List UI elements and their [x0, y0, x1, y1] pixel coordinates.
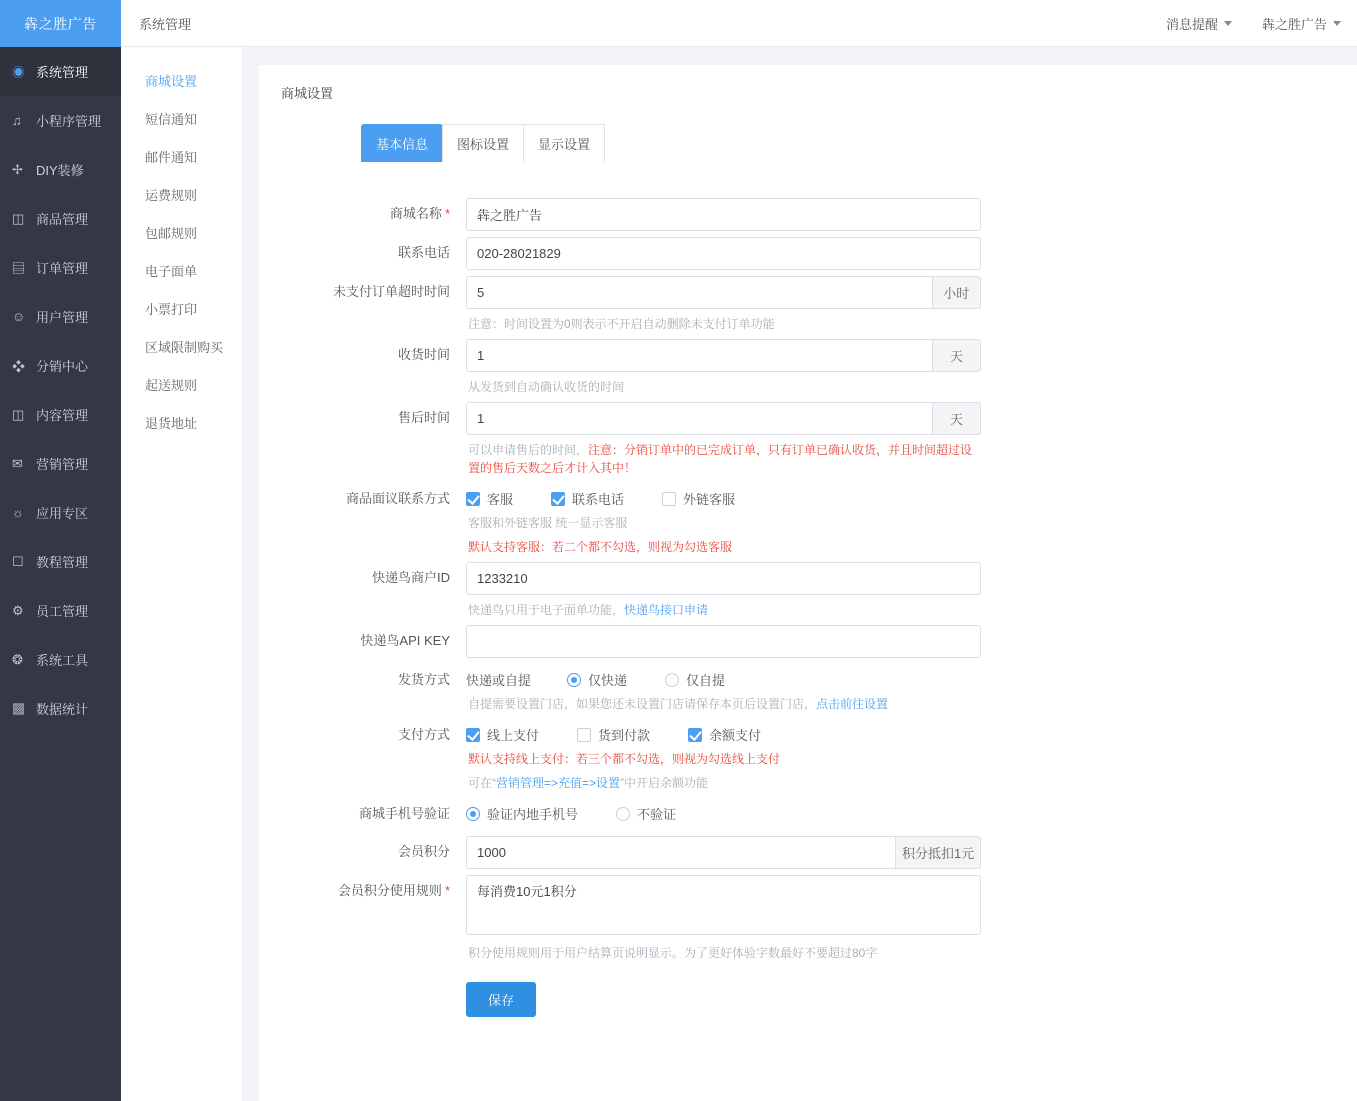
sidebar-item-staff-management[interactable]: [0, 586, 121, 635]
save-button[interactable]: 保存: [466, 982, 536, 1017]
mall-settings-form: [281, 198, 1335, 1017]
points-rule-textarea[interactable]: [466, 875, 981, 935]
account-menu[interactable]: [1262, 14, 1341, 33]
body-row: [121, 47, 1357, 1101]
book-icon: ☐: [12, 553, 24, 569]
sidebar-item-marketing-management[interactable]: [0, 439, 121, 488]
field-label: 联系电话: [397, 245, 450, 260]
content-icon: ◫: [12, 406, 25, 422]
submenu-item-sms-notice[interactable]: 短信通知: [145, 111, 198, 127]
checkbox-label: 线上支付: [487, 728, 540, 743]
message-notice-menu[interactable]: [1166, 14, 1232, 33]
checkbox-label: 货到付款: [598, 728, 651, 743]
sidebar-item-app-zone[interactable]: [0, 488, 121, 537]
settings-panel: [259, 65, 1357, 1101]
sidebar-item-label: 数据统计: [36, 702, 89, 717]
megaphone-icon: ✉: [12, 455, 23, 471]
chevron-down-icon: [1224, 21, 1232, 26]
field-control: [466, 664, 981, 713]
checkbox-icon: [662, 492, 676, 506]
payment-hint-suffix: ”中开启余额功能: [620, 776, 709, 790]
field-member-points: [281, 836, 1335, 869]
aftersale-time-unit: 天: [933, 402, 981, 435]
field-label-text: 商城名称: [389, 206, 442, 221]
chevron-down-icon: [1333, 21, 1341, 26]
radio-icon: [665, 673, 679, 687]
aftersale-hint-normal: 可以申请售后的时间，: [468, 443, 589, 457]
input-group: [466, 276, 981, 309]
logo-text: 犇之胜广告: [24, 15, 97, 32]
radio-icon: [567, 673, 581, 687]
payment-checkbox-group: [466, 719, 981, 744]
payment-hint-warn: 默认支持线上支付：若三个都不勾选，则视为勾选线上支付: [468, 752, 781, 766]
field-label: 发货方式: [397, 672, 450, 687]
submenu-item-receipt-print[interactable]: 小票打印: [145, 301, 198, 317]
sidebar-item-label: 应用专区: [36, 506, 89, 521]
checkbox-icon: [577, 728, 591, 742]
radio-label: 验证内地手机号: [487, 807, 579, 822]
checkbox-cash-on-delivery[interactable]: [577, 725, 650, 744]
field-label: 支付方式: [397, 727, 450, 742]
message-notice-label: 消息提醒: [1165, 16, 1218, 32]
field-control: [466, 798, 981, 830]
field-label-spacer: [281, 968, 466, 1017]
checkbox-icon: [466, 728, 480, 742]
sidebar-item-goods-management[interactable]: [0, 194, 121, 243]
radio-icon: [466, 807, 480, 821]
radio-no-verify[interactable]: [616, 804, 676, 823]
payment-hint-balance: [468, 774, 981, 792]
topbar: [121, 0, 1357, 47]
logo[interactable]: [0, 0, 121, 47]
radio-verify-mainland-phone[interactable]: [466, 804, 578, 823]
sidebar-item-label: DIY装修: [36, 163, 84, 178]
chart-icon: ▩: [12, 702, 26, 717]
field-aftersale-time: [281, 402, 1335, 477]
submenu-item-e-waybill[interactable]: 电子面单: [145, 263, 198, 279]
field-payment-method: [281, 719, 1335, 792]
input-group: [466, 339, 981, 372]
checkbox-icon: [466, 492, 480, 506]
field-contact-ways: [281, 483, 1335, 556]
sidebar-item-label: 员工管理: [36, 604, 89, 619]
tab-bar: [361, 124, 1335, 162]
field-control: [466, 968, 981, 1017]
sidebar-item-label: 订单管理: [36, 261, 89, 276]
tab-display-settings[interactable]: 显示设置: [523, 124, 605, 162]
submenu-item-return-address[interactable]: 退货地址: [145, 415, 198, 431]
page-title: 商城设置: [281, 86, 334, 101]
right-region: [121, 0, 1357, 1101]
content-area: [242, 47, 1357, 1101]
field-control: [466, 836, 981, 869]
field-control: [466, 483, 981, 556]
field-contact-phone: [281, 237, 1335, 270]
field-label: 售后时间: [397, 410, 450, 425]
tools-icon: ❂: [12, 651, 23, 667]
aftersale-time-hint: [468, 441, 981, 477]
receive-time-unit: 天: [933, 339, 981, 372]
radio-express-only[interactable]: [567, 670, 627, 689]
field-label: 商城手机号验证: [358, 806, 450, 821]
checkbox-icon: [688, 728, 702, 742]
field-delivery-method: [281, 664, 1335, 713]
radio-label: 仅快递: [588, 673, 628, 688]
submenu-item-email-notice[interactable]: 邮件通知: [145, 149, 198, 165]
checkbox-balance-payment[interactable]: [688, 725, 761, 744]
kdniao-apply-link[interactable]: 快递鸟接口申请: [624, 603, 709, 617]
submenu-item-min-delivery-rule[interactable]: 起送规则: [145, 377, 198, 393]
delivery-setup-link[interactable]: 点击前往设置: [816, 697, 889, 711]
field-label: [281, 198, 466, 231]
field-label-text: 会员积分使用规则: [337, 883, 442, 898]
goods-icon: ◫: [12, 210, 25, 226]
checkbox-contact-phone[interactable]: [551, 489, 624, 508]
topbar-title: 系统管理: [139, 16, 192, 32]
sidebar-item-label: 小程序管理: [36, 114, 102, 129]
sidebar-item-diy-decoration[interactable]: [0, 145, 121, 194]
receive-time-hint: 从发货到自动确认收货的时间: [468, 380, 625, 394]
field-kdniao-key: [281, 625, 1335, 658]
field-control: [466, 625, 981, 658]
field-label: 收货时间: [397, 347, 450, 362]
sidebar-item-system-tools[interactable]: [0, 635, 121, 684]
submenu: [121, 47, 242, 1101]
delivery-hint: [468, 695, 981, 713]
field-control: [466, 402, 981, 477]
field-control: [466, 875, 981, 962]
apps-icon: ☼: [12, 505, 24, 520]
tab-basic-info[interactable]: 基本信息: [361, 124, 443, 162]
sidebar-item-order-management[interactable]: [0, 243, 121, 292]
sidebar-item-label: 营销管理: [36, 457, 89, 472]
unpaid-timeout-input[interactable]: [466, 276, 933, 309]
points-rule-hint: 积分使用规则用于用户结算页说明显示。为了更好体验字数最好不要超过80字: [468, 946, 878, 960]
radio-label: 不验证: [637, 807, 677, 822]
sidebar-item-label: 系统管理: [36, 65, 89, 80]
checkbox-label: 外链客服: [683, 492, 736, 507]
kdniao-id-hint: [468, 601, 981, 619]
sidebar-item-system-management[interactable]: [0, 47, 121, 96]
field-kdniao-id: [281, 562, 1335, 619]
checkbox-label: 余额支付: [709, 728, 762, 743]
member-points-unit: 积分抵扣1元: [896, 836, 981, 869]
field-control: [466, 719, 981, 792]
aftersale-hint-warn: 注意：分销订单中的已完成订单，只有订单已确认收货，并且时间超过设置的售后天数之后才计入其中！: [468, 443, 973, 475]
sidebar-item-applet-management[interactable]: [0, 96, 121, 145]
sidebar-item-user-management[interactable]: [0, 292, 121, 341]
field-label: 商品面议联系方式: [345, 491, 450, 506]
payment-recharge-link[interactable]: 营销管理=>充值=>设置: [496, 776, 621, 790]
sidebar-item-content-management[interactable]: [0, 390, 121, 439]
delivery-option-express-or-pickup[interactable]: 快递或自提: [466, 673, 532, 688]
required-mark: *: [444, 206, 450, 221]
radio-label: 仅自提: [686, 673, 726, 688]
sidebar-item-label: 分销中心: [36, 359, 89, 374]
field-control: [466, 237, 981, 270]
field-control: [466, 562, 981, 619]
sidebar-item-tutorial-management[interactable]: [0, 537, 121, 586]
mall-name-input[interactable]: [466, 198, 981, 231]
field-label: [281, 875, 466, 962]
sidebar-item-data-statistics[interactable]: [0, 684, 121, 733]
sidebar-item-label: 商品管理: [36, 212, 89, 227]
contact-ways-hint-warn: 默认支持客服：若二个都不勾选，则视为勾选客服: [468, 540, 733, 554]
unpaid-timeout-hint: 注意：时间设置为0则表示不开启自动删除未支付订单功能: [468, 317, 775, 331]
contact-ways-hint: 客服和外链客服 统一显示客服: [468, 516, 628, 530]
kdniao-key-input[interactable]: [466, 625, 981, 658]
input-group: [466, 836, 981, 869]
order-icon: ▤: [12, 261, 26, 276]
submenu-item-region-restriction[interactable]: 区域限制购买: [145, 339, 224, 355]
unpaid-timeout-unit: 小时: [933, 276, 981, 309]
submenu-item-mall-settings[interactable]: 商城设置: [145, 73, 198, 89]
receive-time-input[interactable]: [466, 339, 933, 372]
delivery-radio-group: [466, 664, 981, 689]
field-control: [466, 339, 981, 396]
sidebar-item-label: 用户管理: [36, 310, 89, 325]
account-label: 犇之胜广告: [1261, 16, 1327, 32]
contact-phone-input[interactable]: [466, 237, 981, 270]
target-icon: ◉: [12, 65, 26, 80]
checkbox-online-payment[interactable]: [466, 725, 539, 744]
radio-pickup-only[interactable]: [665, 670, 725, 689]
palette-icon: ✢: [12, 161, 23, 177]
kdniao-hint-text: 快递鸟只用于电子面单功能，: [468, 603, 625, 617]
phone-verify-radio-group: [466, 798, 981, 823]
field-actions: [281, 968, 1335, 1017]
aftersale-time-input[interactable]: [466, 402, 933, 435]
checkbox-icon: [551, 492, 565, 506]
checkbox-label: 联系电话: [572, 492, 625, 507]
kdniao-id-input[interactable]: [466, 562, 981, 595]
radio-icon: [616, 807, 630, 821]
field-label: 快递鸟商户ID: [371, 570, 450, 585]
share-icon: ❖: [12, 359, 26, 374]
field-phone-verify: [281, 798, 1335, 830]
checkbox-label: 客服: [487, 492, 514, 507]
checkbox-external-service[interactable]: [662, 489, 735, 508]
field-control: [466, 276, 981, 333]
user-icon: ☺: [12, 309, 26, 324]
sidebar-item-label: 教程管理: [36, 555, 89, 570]
contact-ways-checkbox-group: [466, 483, 981, 508]
sidebar-item-label: 系统工具: [36, 653, 89, 668]
payment-hint-prefix: 可在“: [468, 776, 496, 790]
submenu-item-shipping-rule[interactable]: 运费规则: [145, 187, 198, 203]
required-mark: *: [444, 883, 450, 898]
sidebar-item-distribution-center[interactable]: [0, 341, 121, 390]
field-label: 快递鸟API KEY: [360, 633, 450, 648]
field-mall-name: [281, 198, 1335, 231]
field-unpaid-timeout: [281, 276, 1335, 333]
field-points-rule: [281, 875, 1335, 962]
main-sidebar: [0, 0, 121, 1101]
input-group: [466, 402, 981, 435]
field-label: 未支付订单超时时间: [332, 284, 450, 299]
tab-icon-settings[interactable]: 图标设置: [442, 124, 524, 162]
field-control: [466, 198, 981, 231]
field-receive-time: [281, 339, 1335, 396]
member-points-input[interactable]: [466, 836, 896, 869]
gear-icon: ⚙: [12, 602, 24, 618]
delivery-hint-text: 自提需要设置门店，如果您还未设置门店请保存本页后设置门店，: [468, 697, 817, 711]
sidebar-item-label: 内容管理: [36, 408, 89, 423]
applet-icon: ♫: [12, 113, 22, 128]
checkbox-customer-service[interactable]: [466, 489, 513, 508]
submenu-item-free-shipping-rule[interactable]: 包邮规则: [145, 225, 198, 241]
field-label: 会员积分: [397, 844, 450, 859]
